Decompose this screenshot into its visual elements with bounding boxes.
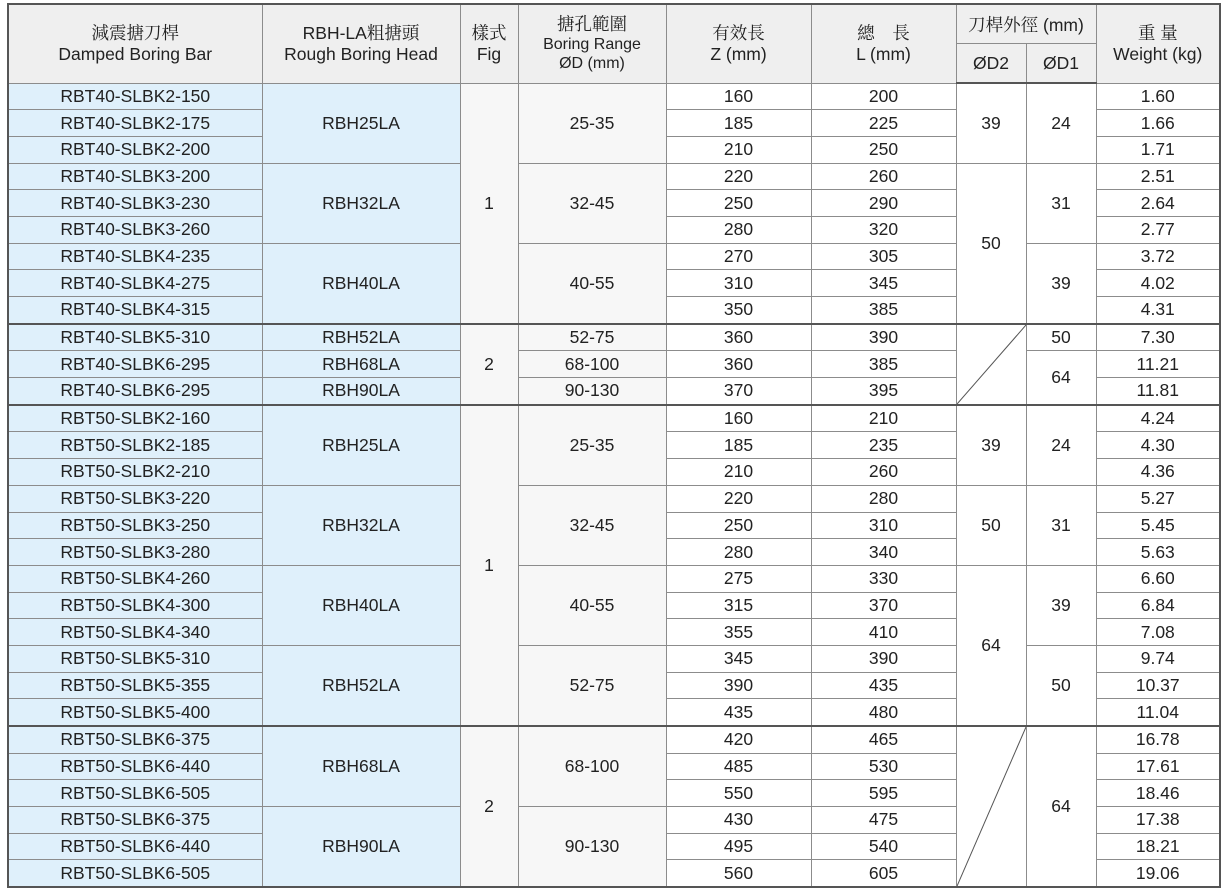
z-cell: 430 <box>666 807 811 834</box>
l-cell: 395 <box>811 378 956 405</box>
range-cell: 40-55 <box>518 565 666 645</box>
weight-cell: 3.72 <box>1096 243 1220 270</box>
z-cell: 360 <box>666 324 811 351</box>
range-cell: 40-55 <box>518 243 666 324</box>
l-cell: 345 <box>811 270 956 297</box>
head-model-cell: RBH90LA <box>262 378 460 405</box>
header-range-zh: 搪孔範圍 <box>557 14 627 35</box>
bar-model-cell: RBT40-SLBK2-150 <box>8 83 262 110</box>
header-z-en: Z (mm) <box>710 43 767 64</box>
l-cell: 370 <box>811 592 956 619</box>
weight-cell: 1.71 <box>1096 136 1220 163</box>
header-head-zh: RBH-LA粗搪頭 <box>302 22 420 43</box>
header-bar-en: Damped Boring Bar <box>58 43 213 64</box>
weight-cell: 16.78 <box>1096 726 1220 753</box>
header-w-zh: 重 量 <box>1137 22 1178 43</box>
weight-cell: 11.81 <box>1096 378 1220 405</box>
bar-model-cell: RBT50-SLBK2-210 <box>8 459 262 486</box>
bar-model-cell: RBT40-SLBK4-235 <box>8 243 262 270</box>
l-cell: 530 <box>811 753 956 780</box>
z-cell: 360 <box>666 351 811 378</box>
range-cell: 25-35 <box>518 83 666 163</box>
l-cell: 310 <box>811 512 956 539</box>
head-model-cell: RBH40LA <box>262 243 460 324</box>
z-cell: 280 <box>666 539 811 566</box>
table-row <box>8 565 1220 592</box>
z-cell: 310 <box>666 270 811 297</box>
z-cell: 210 <box>666 459 811 486</box>
boring-bar-spec-table <box>7 3 1221 888</box>
d2-cell: 50 <box>956 163 1026 324</box>
bar-model-cell: RBT50-SLBK6-440 <box>8 753 262 780</box>
header-l-en: L (mm) <box>856 43 911 64</box>
weight-cell: 2.77 <box>1096 216 1220 243</box>
l-cell: 390 <box>811 324 956 351</box>
l-cell: 595 <box>811 780 956 807</box>
bar-model-cell: RBT40-SLBK4-275 <box>8 270 262 297</box>
bar-model-cell: RBT40-SLBK2-200 <box>8 136 262 163</box>
bar-model-cell: RBT50-SLBK5-355 <box>8 672 262 699</box>
head-model-cell: RBH68LA <box>262 351 460 378</box>
z-cell: 160 <box>666 405 811 432</box>
bar-model-cell: RBT50-SLBK5-310 <box>8 645 262 672</box>
head-model-cell: RBH52LA <box>262 324 460 351</box>
d2-cell: 39 <box>956 83 1026 163</box>
bar-model-cell: RBT50-SLBK4-300 <box>8 592 262 619</box>
diagonal-line-icon <box>957 727 1026 886</box>
fig-cell: 2 <box>460 726 518 887</box>
table-row <box>8 405 1220 432</box>
d1-cell: 39 <box>1026 565 1096 645</box>
bar-model-cell: RBT40-SLBK4-315 <box>8 297 262 324</box>
bar-model-cell: RBT40-SLBK6-295 <box>8 351 262 378</box>
range-cell: 90-130 <box>518 378 666 405</box>
d1-cell: 24 <box>1026 83 1096 163</box>
bar-model-cell: RBT50-SLBK4-340 <box>8 619 262 646</box>
diagonal-line-icon <box>957 325 1026 404</box>
header-fig-en: Fig <box>476 43 502 64</box>
table-row <box>8 243 1220 270</box>
l-cell: 250 <box>811 136 956 163</box>
weight-cell: 2.64 <box>1096 190 1220 217</box>
z-cell: 550 <box>666 780 811 807</box>
header-boring-range <box>518 4 666 83</box>
header-d1: ØD1 <box>1026 44 1096 84</box>
weight-cell: 10.37 <box>1096 672 1220 699</box>
l-cell: 210 <box>811 405 956 432</box>
head-model-cell: RBH68LA <box>262 726 460 807</box>
l-cell: 390 <box>811 645 956 672</box>
bar-model-cell: RBT50-SLBK2-185 <box>8 432 262 459</box>
bar-model-cell: RBT40-SLBK5-310 <box>8 324 262 351</box>
z-cell: 275 <box>666 565 811 592</box>
head-model-cell: RBH25LA <box>262 83 460 163</box>
header-w-en: Weight (kg) <box>1113 43 1203 64</box>
weight-cell: 6.84 <box>1096 592 1220 619</box>
weight-cell: 18.46 <box>1096 780 1220 807</box>
bar-model-cell: RBT40-SLBK6-295 <box>8 378 262 405</box>
z-cell: 435 <box>666 699 811 726</box>
l-cell: 465 <box>811 726 956 753</box>
weight-cell: 7.08 <box>1096 619 1220 646</box>
z-cell: 560 <box>666 860 811 887</box>
l-cell: 320 <box>811 216 956 243</box>
z-cell: 345 <box>666 645 811 672</box>
z-cell: 185 <box>666 432 811 459</box>
z-cell: 210 <box>666 136 811 163</box>
weight-cell: 19.06 <box>1096 860 1220 887</box>
d1-cell: 31 <box>1026 163 1096 243</box>
z-cell: 250 <box>666 512 811 539</box>
head-model-cell: RBH90LA <box>262 807 460 888</box>
fig-cell: 2 <box>460 324 518 405</box>
l-cell: 410 <box>811 619 956 646</box>
bar-model-cell: RBT50-SLBK6-505 <box>8 860 262 887</box>
z-cell: 220 <box>666 163 811 190</box>
l-cell: 435 <box>811 672 956 699</box>
l-cell: 480 <box>811 699 956 726</box>
d1-cell: 64 <box>1026 726 1096 887</box>
weight-cell: 5.63 <box>1096 539 1220 566</box>
range-cell: 25-35 <box>518 405 666 486</box>
header-total-length <box>811 4 956 83</box>
z-cell: 355 <box>666 619 811 646</box>
range-cell: 32-45 <box>518 163 666 243</box>
l-cell: 540 <box>811 833 956 860</box>
z-cell: 280 <box>666 216 811 243</box>
l-cell: 385 <box>811 297 956 324</box>
table-row <box>8 645 1220 672</box>
l-cell: 260 <box>811 459 956 486</box>
range-cell: 32-45 <box>518 485 666 565</box>
head-model-cell: RBH32LA <box>262 163 460 243</box>
weight-cell: 6.60 <box>1096 565 1220 592</box>
l-cell: 260 <box>811 163 956 190</box>
header-effective-length <box>666 4 811 83</box>
bar-model-cell: RBT40-SLBK2-175 <box>8 110 262 137</box>
d2-cell: 50 <box>956 485 1026 565</box>
table-row <box>8 485 1220 512</box>
z-cell: 350 <box>666 297 811 324</box>
header-d2: ØD2 <box>956 44 1026 84</box>
z-cell: 495 <box>666 833 811 860</box>
d1-cell: 50 <box>1026 324 1096 351</box>
table-row <box>8 163 1220 190</box>
weight-cell: 11.04 <box>1096 699 1220 726</box>
d2-cell: 39 <box>956 405 1026 486</box>
weight-cell: 4.24 <box>1096 405 1220 432</box>
fig-cell: 1 <box>460 83 518 324</box>
z-cell: 250 <box>666 190 811 217</box>
bar-model-cell: RBT50-SLBK6-505 <box>8 780 262 807</box>
header-z-zh: 有效長 <box>712 22 765 43</box>
d1-cell: 50 <box>1026 645 1096 726</box>
bar-model-cell: RBT40-SLBK3-260 <box>8 216 262 243</box>
d1-cell: 24 <box>1026 405 1096 486</box>
bar-model-cell: RBT50-SLBK3-250 <box>8 512 262 539</box>
weight-cell: 4.31 <box>1096 297 1220 324</box>
l-cell: 280 <box>811 485 956 512</box>
z-cell: 160 <box>666 83 811 110</box>
weight-cell: 11.21 <box>1096 351 1220 378</box>
weight-cell: 1.66 <box>1096 110 1220 137</box>
bar-model-cell: RBT50-SLBK6-375 <box>8 726 262 753</box>
z-cell: 220 <box>666 485 811 512</box>
weight-cell: 4.02 <box>1096 270 1220 297</box>
weight-cell: 7.30 <box>1096 324 1220 351</box>
header-fig <box>460 4 518 83</box>
header-head-en: Rough Boring Head <box>284 43 438 64</box>
l-cell: 290 <box>811 190 956 217</box>
table-row <box>8 726 1220 753</box>
head-model-cell: RBH25LA <box>262 405 460 486</box>
l-cell: 340 <box>811 539 956 566</box>
z-cell: 185 <box>666 110 811 137</box>
header-weight <box>1096 4 1220 83</box>
range-cell: 52-75 <box>518 645 666 726</box>
header-range-en2: ØD (mm) <box>559 55 625 73</box>
weight-cell: 17.38 <box>1096 807 1220 834</box>
l-cell: 605 <box>811 860 956 887</box>
weight-cell: 4.30 <box>1096 432 1220 459</box>
header-range-en1: Boring Range <box>543 36 641 54</box>
header-rough-boring-head <box>262 4 460 83</box>
weight-cell: 9.74 <box>1096 645 1220 672</box>
fig-cell: 1 <box>460 405 518 726</box>
header-damped-boring-bar <box>8 4 262 83</box>
header-bar-diameter: 刀桿外徑 (mm) <box>956 4 1096 44</box>
weight-cell: 17.61 <box>1096 753 1220 780</box>
bar-model-cell: RBT40-SLBK3-230 <box>8 190 262 217</box>
head-model-cell: RBH52LA <box>262 645 460 726</box>
d2-cell: 64 <box>956 565 1026 726</box>
bar-model-cell: RBT50-SLBK6-440 <box>8 833 262 860</box>
d1-cell: 39 <box>1026 243 1096 324</box>
bar-model-cell: RBT40-SLBK3-200 <box>8 163 262 190</box>
not-applicable-diagonal <box>956 726 1026 887</box>
weight-cell: 5.27 <box>1096 485 1220 512</box>
table-row <box>8 351 1220 378</box>
l-cell: 330 <box>811 565 956 592</box>
l-cell: 235 <box>811 432 956 459</box>
bar-model-cell: RBT50-SLBK3-280 <box>8 539 262 566</box>
bar-model-cell: RBT50-SLBK6-375 <box>8 807 262 834</box>
weight-cell: 1.60 <box>1096 83 1220 110</box>
z-cell: 485 <box>666 753 811 780</box>
weight-cell: 4.36 <box>1096 459 1220 486</box>
weight-cell: 18.21 <box>1096 833 1220 860</box>
l-cell: 225 <box>811 110 956 137</box>
head-model-cell: RBH32LA <box>262 485 460 565</box>
z-cell: 420 <box>666 726 811 753</box>
weight-cell: 2.51 <box>1096 163 1220 190</box>
l-cell: 385 <box>811 351 956 378</box>
z-cell: 315 <box>666 592 811 619</box>
head-model-cell: RBH40LA <box>262 565 460 645</box>
weight-cell: 5.45 <box>1096 512 1220 539</box>
bar-model-cell: RBT50-SLBK3-220 <box>8 485 262 512</box>
bar-model-cell: RBT50-SLBK4-260 <box>8 565 262 592</box>
table-row <box>8 83 1220 110</box>
bar-model-cell: RBT50-SLBK2-160 <box>8 405 262 432</box>
bar-model-cell: RBT50-SLBK5-400 <box>8 699 262 726</box>
z-cell: 390 <box>666 672 811 699</box>
d1-cell: 31 <box>1026 485 1096 565</box>
header-fig-zh: 樣式 <box>471 22 507 43</box>
table-row <box>8 324 1220 351</box>
header-bar-zh: 減震搪刀桿 <box>91 22 179 43</box>
z-cell: 270 <box>666 243 811 270</box>
range-cell: 52-75 <box>518 324 666 351</box>
range-cell: 90-130 <box>518 807 666 888</box>
z-cell: 370 <box>666 378 811 405</box>
l-cell: 200 <box>811 83 956 110</box>
range-cell: 68-100 <box>518 351 666 378</box>
l-cell: 305 <box>811 243 956 270</box>
d1-cell: 64 <box>1026 351 1096 405</box>
header-l-zh: 總 長 <box>857 22 910 43</box>
range-cell: 68-100 <box>518 726 666 807</box>
l-cell: 475 <box>811 807 956 834</box>
not-applicable-diagonal <box>956 324 1026 405</box>
